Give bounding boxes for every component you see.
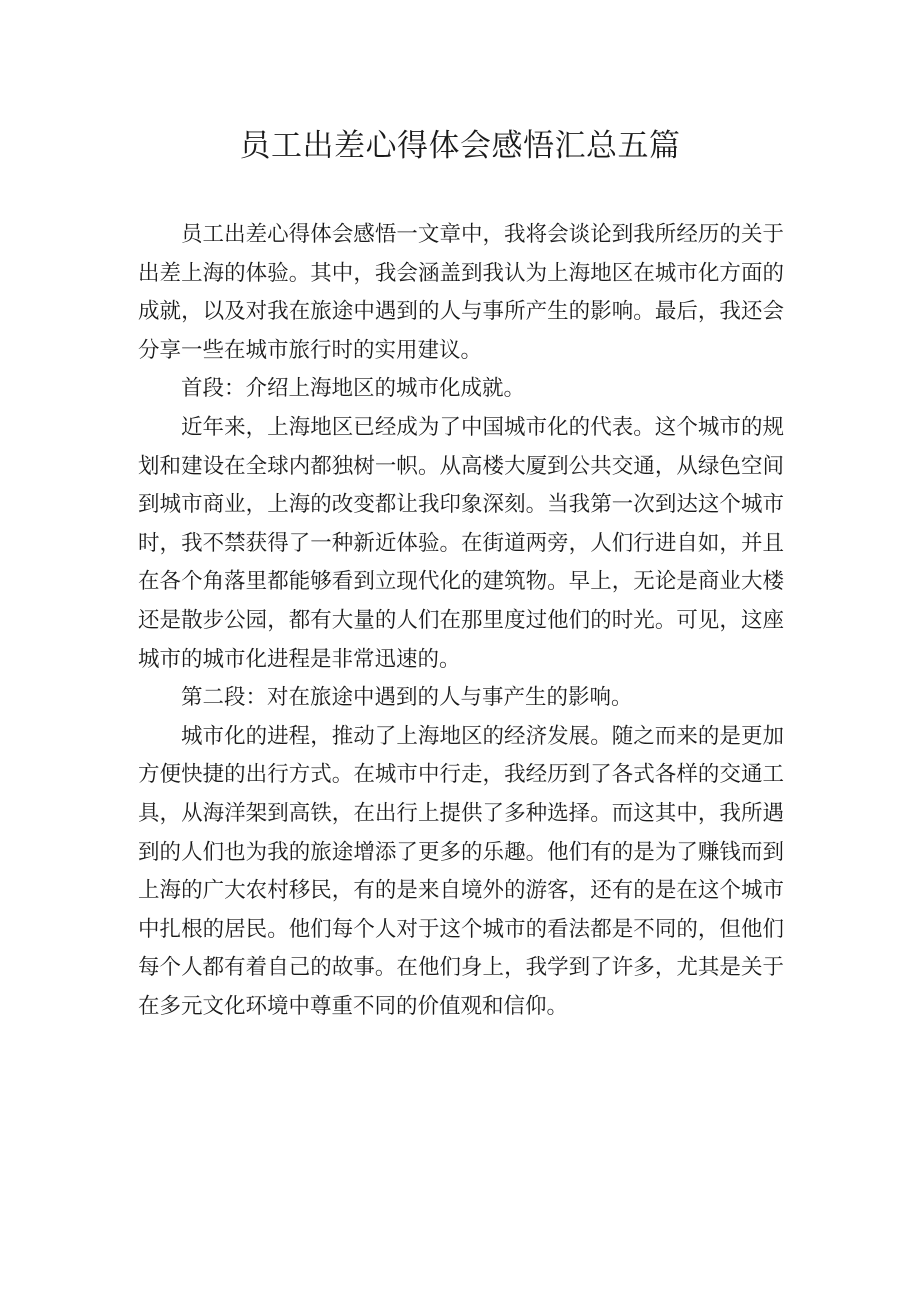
paragraph-intro: 员工出差心得体会感悟一文章中，我将会谈论到我所经历的关于出差上海的体验。其中，我会涵盖到我认为上海地区在城市化方面的成就，以及对我在旅途中遇到的人与事所产生的影响。最后，我还会分享一些在城市旅行时的实用建议。 [138, 222, 784, 363]
document-title: 员工出差心得体会感悟汇总五篇 [239, 128, 681, 164]
paragraph-heading-first: 首段：介绍上海地区的城市化成就。 [181, 376, 526, 402]
document-body [138, 216, 784, 1026]
paragraph-people: 城市化的进程，推动了上海地区的经济发展。随之而来的是更加方便快捷的出行方式。在城市中行走，我经历到了各式各样的交通工具，从海洋架到高铁，在出行上提供了多种选择。而这其中，我所遇到的人们也为我的旅途增添了更多的乐趣。他们有的是为了赚钱而到上海的广大农村移民，有的是来自境外的游客，还有的是在这个城市中扎根的居民。他们每个人对于这个城市的看法都是不同的，但他们每个人都有着自己的故事。在他们身上，我学到了许多，尤其是关于在多元文化环境中尊重不同的价值观和信仰。 [138, 723, 784, 1019]
paragraph-heading-second: 第二段：对在旅途中遇到的人与事产生的影响。 [181, 685, 633, 711]
paragraph-urbanization: 近年来，上海地区已经成为了中国城市化的代表。这个城市的规划和建设在全球内都独树一帜。从高楼大厦到公共交通，从绿色空间到城市商业，上海的改变都让我印象深刻。当我第一次到达这个城市时，我不禁获得了一种新近体验。在街道两旁，人们行进自如，并且在各个角落里都能够看到立现代化的建筑物。早上，无论是商业大楼还是散步公园，都有大量的人们在那里度过他们的时光。可见，这座城市的城市化进程是非常迅速的。 [138, 414, 784, 672]
